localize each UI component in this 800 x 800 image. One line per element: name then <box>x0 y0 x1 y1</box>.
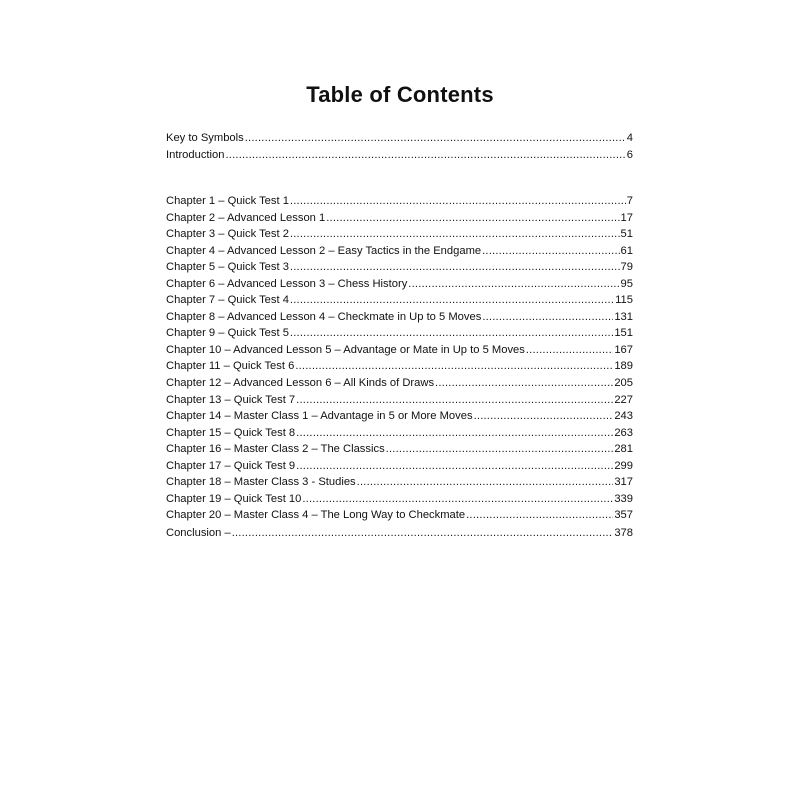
toc-entry-label: Chapter 8 – Advanced Lesson 4 – Checkmate in Up to 5 Moves <box>166 310 482 323</box>
page-title: Table of Contents <box>306 82 494 107</box>
toc-dot-leader <box>482 309 613 326</box>
toc-entry-label: Conclusion – <box>166 527 231 539</box>
toc-entry-label: Chapter 15 – Quick Test 8 <box>166 426 296 439</box>
toc-entry <box>166 130 633 147</box>
toc-entry-label: Key to Symbols <box>166 132 244 144</box>
toc-dot-leader <box>290 292 614 309</box>
toc-entry-label: Chapter 13 – Quick Test 7 <box>166 393 296 406</box>
toc-entry-label: Introduction <box>166 148 225 161</box>
toc-entry <box>166 243 633 260</box>
toc-entry-label: Chapter 14 – Master Class 1 – Advantage in 5 or More Moves <box>166 410 473 423</box>
toc-dot-leader <box>386 441 614 458</box>
toc-dot-leader <box>302 491 613 508</box>
toc-entry <box>166 342 633 359</box>
toc-entry <box>166 458 633 475</box>
toc-entry-label: Chapter 9 – Quick Test 5 <box>166 327 289 340</box>
toc-entry-label: Chapter 20 – Master Class 4 – The Long Way to Checkmate <box>166 509 466 522</box>
toc-entry <box>166 507 633 524</box>
toc-entry-page-number: 17 <box>620 211 633 224</box>
toc-entry-page-number: 243 <box>614 410 633 423</box>
toc-entry <box>166 325 633 342</box>
toc-dot-leader <box>357 474 614 491</box>
toc-chapters <box>166 193 633 524</box>
toc-entry-page-number: 167 <box>614 343 633 356</box>
toc-entry <box>166 392 633 409</box>
toc-entry-page-number: 7 <box>626 195 633 207</box>
toc-entry <box>166 425 633 442</box>
toc-dot-leader <box>232 525 614 542</box>
toc-dot-leader <box>290 259 620 276</box>
toc-entry <box>166 276 633 293</box>
toc-entry-label: Chapter 19 – Quick Test 10 <box>166 492 302 505</box>
toc-dot-leader <box>296 458 613 475</box>
toc-entry-page-number: 51 <box>620 228 633 241</box>
toc-entry-label: Chapter 10 – Advanced Lesson 5 – Advantage or Mate in Up to 5 Moves <box>166 343 525 356</box>
toc-entry <box>166 441 633 458</box>
toc-dot-leader <box>290 193 626 210</box>
toc-entry-label: Chapter 3 – Quick Test 2 <box>166 228 289 241</box>
toc-back-matter <box>166 525 633 542</box>
toc-entry-page-number: 317 <box>614 476 633 489</box>
toc-entry-page-number: 151 <box>614 327 633 340</box>
toc-entry-label: Chapter 11 – Quick Test 6 <box>166 360 295 373</box>
toc-entry-label: Chapter 16 – Master Class 2 – The Classics <box>166 443 385 456</box>
toc-entry-page-number: 357 <box>614 509 633 522</box>
toc-entry <box>166 525 633 542</box>
toc-dot-leader <box>408 276 619 293</box>
toc-entry-page-number: 115 <box>615 294 633 307</box>
toc-dot-leader <box>435 375 613 392</box>
toc-entry-page-number: 263 <box>614 426 633 439</box>
toc-dot-leader <box>296 425 613 442</box>
toc-entry-page-number: 339 <box>614 492 633 505</box>
toc-entry-page-number: 227 <box>614 393 633 406</box>
toc-dot-leader <box>295 358 613 375</box>
toc-dot-leader <box>296 392 613 409</box>
toc-dot-leader <box>482 243 619 260</box>
toc-dot-leader <box>290 325 613 342</box>
toc-entry-label: Chapter 1 – Quick Test 1 <box>166 195 289 207</box>
toc-entry <box>166 193 633 210</box>
toc-front-matter <box>166 130 633 163</box>
toc-dot-leader <box>474 408 614 425</box>
toc-entry <box>166 408 633 425</box>
toc-dot-leader <box>466 507 613 524</box>
toc-entry-page-number: 61 <box>620 244 633 257</box>
toc-dot-leader <box>290 226 620 243</box>
toc-entry-page-number: 189 <box>614 360 633 373</box>
toc-entry <box>166 358 633 375</box>
toc-entry-label: Chapter 5 – Quick Test 3 <box>166 261 289 274</box>
toc-entry-label: Chapter 12 – Advanced Lesson 6 – All Kinds of Draws <box>166 377 435 390</box>
toc-entry-page-number: 299 <box>614 459 633 472</box>
toc-entry-label: Chapter 6 – Advanced Lesson 3 – Chess History <box>166 277 408 290</box>
toc-entry <box>166 292 633 309</box>
toc-entry-page-number: 4 <box>626 132 633 144</box>
toc-entry <box>166 226 633 243</box>
toc-entry-page-number: 131 <box>614 310 633 323</box>
toc-entry-page-number: 378 <box>614 527 633 539</box>
toc-entry <box>166 259 633 276</box>
toc-entry-page-number: 205 <box>614 377 633 390</box>
toc-entry-page-number: 79 <box>620 261 633 274</box>
toc-entry-page-number: 281 <box>614 443 633 456</box>
toc-entry-label: Chapter 17 – Quick Test 9 <box>166 459 296 472</box>
toc-entry-label: Chapter 2 – Advanced Lesson 1 <box>166 211 326 224</box>
toc-entry-label: Chapter 7 – Quick Test 4 <box>166 294 289 307</box>
toc-entry-label: Chapter 18 – Master Class 3 - Studies <box>166 476 356 489</box>
toc-dot-leader <box>225 147 625 164</box>
toc-entry <box>166 375 633 392</box>
toc-entry <box>166 491 633 508</box>
toc-entry-label: Chapter 4 – Advanced Lesson 2 – Easy Tactics in the Endgame <box>166 244 482 257</box>
toc-entry-page-number: 95 <box>620 277 633 290</box>
toc-entry <box>166 474 633 491</box>
toc-entry <box>166 210 633 227</box>
toc-dot-leader <box>526 342 613 359</box>
toc-entry <box>166 309 633 326</box>
toc-entry-page-number: 6 <box>626 148 633 161</box>
toc-dot-leader <box>245 130 626 147</box>
toc-entry <box>166 147 633 164</box>
toc-dot-leader <box>326 210 619 227</box>
